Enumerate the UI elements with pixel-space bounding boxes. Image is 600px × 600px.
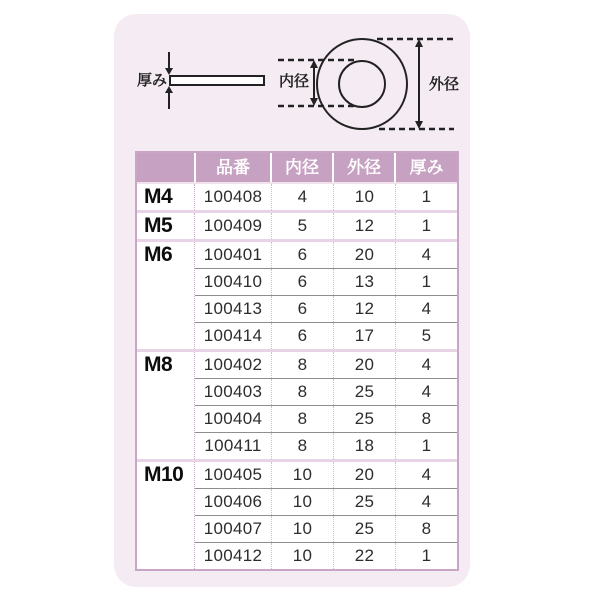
part-number-cell: 100411 bbox=[204, 436, 262, 455]
outer-diameter-cell: 20 bbox=[333, 352, 395, 378]
thickness-cell: 1 bbox=[395, 269, 457, 295]
spec-table bbox=[135, 151, 459, 571]
inner-diameter-cell: 10 bbox=[271, 543, 333, 569]
table-row bbox=[195, 405, 457, 432]
thickness-cell: 4 bbox=[395, 462, 457, 488]
part-number-cell: 100403 bbox=[203, 382, 263, 401]
thickness-cell: 4 bbox=[395, 352, 457, 378]
size-group bbox=[137, 239, 457, 349]
part-number-cell: 100405 bbox=[203, 465, 263, 484]
table-row bbox=[195, 213, 457, 239]
thickness-cell: 4 bbox=[395, 296, 457, 322]
size-group bbox=[137, 210, 457, 239]
table-row bbox=[195, 488, 457, 515]
outer-diameter-cell: 10 bbox=[333, 184, 395, 210]
inner-diameter-cell: 5 bbox=[271, 213, 333, 239]
inner-diameter-cell: 6 bbox=[271, 242, 333, 268]
header-outer-diameter: 外径 bbox=[332, 153, 394, 182]
part-number-cell: 100406 bbox=[203, 492, 263, 511]
inner-diameter-cell: 8 bbox=[271, 379, 333, 405]
header-part-number: 品番 bbox=[194, 153, 270, 182]
size-label: M5 bbox=[144, 214, 173, 237]
table-row bbox=[195, 462, 457, 488]
header-thickness: 厚み bbox=[394, 153, 457, 182]
outer-diameter-cell: 12 bbox=[333, 296, 395, 322]
outer-diameter-cell: 20 bbox=[333, 462, 395, 488]
table-row bbox=[195, 515, 457, 542]
table-row bbox=[195, 268, 457, 295]
outer-diameter-cell: 25 bbox=[333, 516, 395, 542]
thickness-cell: 1 bbox=[395, 184, 457, 210]
size-label: M10 bbox=[144, 463, 184, 486]
outer-diameter-cell: 17 bbox=[333, 323, 395, 349]
size-label: M8 bbox=[144, 353, 173, 376]
inner-diameter-cell: 4 bbox=[271, 184, 333, 210]
thickness-cell: 8 bbox=[395, 516, 457, 542]
outer-diameter-cell: 25 bbox=[333, 379, 395, 405]
table-row bbox=[195, 322, 457, 349]
thickness-cell: 8 bbox=[395, 406, 457, 432]
inner-diameter-cell: 10 bbox=[271, 516, 333, 542]
header-inner-diameter: 内径 bbox=[270, 153, 332, 182]
thickness-cell: 4 bbox=[395, 379, 457, 405]
thickness-cell: 4 bbox=[395, 489, 457, 515]
outer-diameter-arrow bbox=[415, 39, 423, 129]
size-group bbox=[137, 459, 457, 569]
washer-side-view bbox=[170, 76, 264, 85]
header-size bbox=[137, 153, 194, 182]
table-row bbox=[195, 242, 457, 268]
outer-diameter-cell: 13 bbox=[333, 269, 395, 295]
thickness-cell: 4 bbox=[395, 242, 457, 268]
outer-diameter-cell: 22 bbox=[333, 543, 395, 569]
inner-diameter-cell: 6 bbox=[271, 269, 333, 295]
part-number-cell: 100407 bbox=[203, 519, 263, 538]
part-number-cell: 100414 bbox=[203, 326, 263, 345]
washer-spec-card bbox=[114, 14, 470, 587]
size-group bbox=[137, 349, 457, 459]
inner-diameter-cell: 10 bbox=[271, 462, 333, 488]
inner-diameter-cell: 8 bbox=[271, 352, 333, 378]
outer-diameter-cell: 20 bbox=[333, 242, 395, 268]
washer-diagram bbox=[114, 14, 470, 151]
size-label: M6 bbox=[144, 243, 173, 266]
thickness-label: 厚み bbox=[136, 72, 168, 89]
outer-diameter-cell: 18 bbox=[333, 433, 395, 459]
part-number-cell: 100408 bbox=[203, 187, 263, 206]
thickness-cell: 1 bbox=[395, 543, 457, 569]
inner-diameter-cell: 6 bbox=[271, 296, 333, 322]
table-row bbox=[195, 432, 457, 459]
table-row bbox=[195, 184, 457, 210]
part-number-cell: 100412 bbox=[203, 546, 263, 565]
outer-diameter-cell: 12 bbox=[333, 213, 395, 239]
outer-diameter-label: 外径 bbox=[428, 76, 460, 93]
table-row bbox=[195, 542, 457, 569]
part-number-cell: 100413 bbox=[203, 299, 263, 318]
thickness-cell: 1 bbox=[395, 433, 457, 459]
thickness-cell: 1 bbox=[395, 213, 457, 239]
table-row bbox=[195, 352, 457, 378]
part-number-cell: 100402 bbox=[203, 355, 263, 374]
thickness-cell: 5 bbox=[395, 323, 457, 349]
washer-top-view bbox=[317, 39, 407, 129]
size-group bbox=[137, 184, 457, 210]
outer-diameter-cell: 25 bbox=[333, 406, 395, 432]
inner-diameter-cell: 8 bbox=[271, 406, 333, 432]
inner-diameter-cell: 6 bbox=[271, 323, 333, 349]
table-row bbox=[195, 295, 457, 322]
part-number-cell: 100401 bbox=[203, 245, 263, 264]
size-label: M4 bbox=[144, 185, 173, 208]
inner-diameter-cell: 10 bbox=[271, 489, 333, 515]
table-row bbox=[195, 378, 457, 405]
part-number-cell: 100409 bbox=[203, 216, 263, 235]
spec-table-body bbox=[137, 184, 457, 569]
spec-table-header bbox=[137, 153, 457, 184]
part-number-cell: 100404 bbox=[203, 409, 263, 428]
inner-diameter-cell: 8 bbox=[271, 433, 333, 459]
outer-diameter-cell: 25 bbox=[333, 489, 395, 515]
part-number-cell: 100410 bbox=[203, 272, 263, 291]
inner-diameter-label: 内径 bbox=[278, 73, 310, 90]
